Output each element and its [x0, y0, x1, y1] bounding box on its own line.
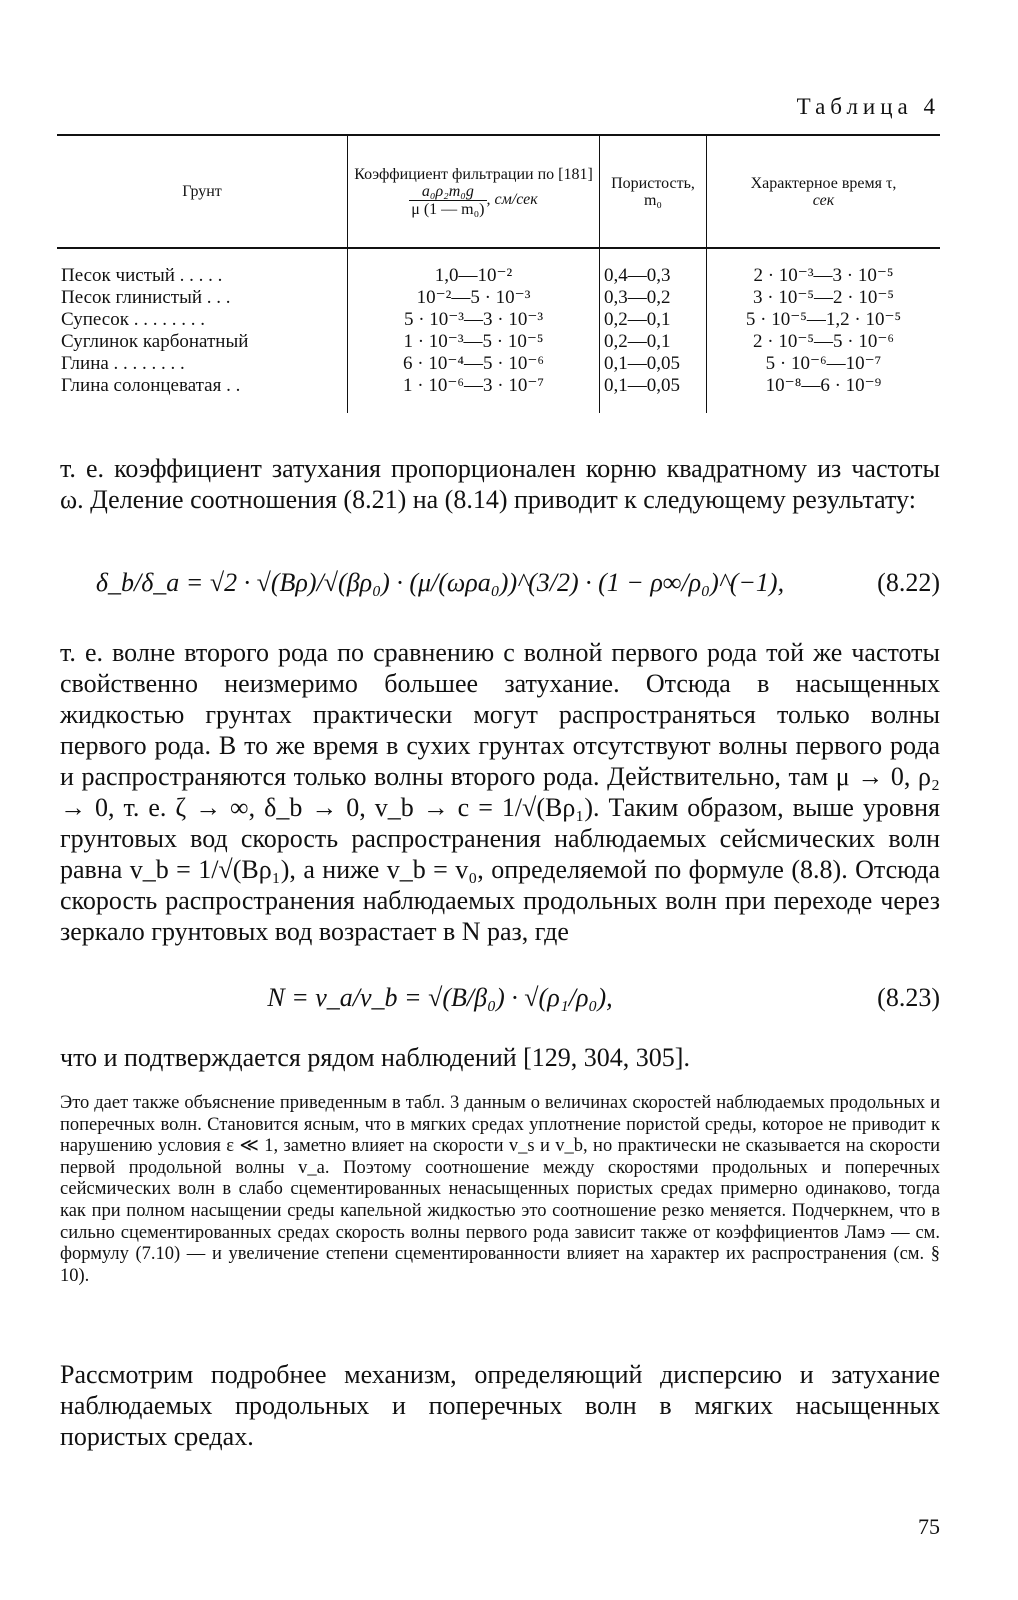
cell-filtration: 10⁻²—5 · 10⁻³ [348, 287, 600, 309]
cell-time: 5 · 10⁻⁵—1,2 · 10⁻⁵ [707, 309, 941, 331]
paragraph-closing: Рассмотрим подробнее механизм, определяющий дисперсию и затухание наблюдаемых продольных и поперечных волн в мягких насыщенных пористых средах. [60, 1360, 940, 1451]
header-soil: Грунт [57, 135, 348, 248]
header-filtration-label: Коэффициент фильтрации по [181] [354, 165, 593, 183]
table-row [57, 375, 940, 413]
header-porosity [600, 135, 707, 248]
cell-porosity: 0,4—0,3 [600, 248, 707, 287]
table-row [57, 331, 940, 353]
header-time-unit: сек [812, 191, 835, 209]
paragraph-intro: т. е. коэффициент затухания пропорционален корню квадратному из частоты ω. Деление соотношения (8.21) на (8.14) приводит к следующему результату: [60, 454, 940, 514]
paragraph-observations: что и подтверждается рядом наблюдений [129, 304, 305]. [60, 1043, 690, 1072]
filtration-fraction [409, 183, 486, 218]
header-time-label: Характерное время τ, [750, 174, 897, 192]
filtration-unit: , см/сек [486, 190, 538, 208]
cell-filtration: 1,0—10⁻² [348, 248, 600, 287]
cell-time: 5 · 10⁻⁶—10⁻⁷ [707, 353, 941, 375]
table-row [57, 353, 940, 375]
cell-soil: Песок глинистый . . . [61, 287, 231, 308]
header-time [707, 135, 941, 248]
cell-soil: Суглинок карбонатный [61, 331, 249, 352]
paragraph-small-print: Это дает также объяснение приведенным в табл. 3 данным о величинах скоростей наблюдаемых продольных и поперечных волн. Становится ясным, что в мягких средах уплотнение пористой среды, которое не приводит к нарушению условия ε ≪ 1, заметно влияет на скорости v_s и v_b, но практически не сказывается на скорости первой продольной волны v_a. Поэтому соотношение между скоростями продольных и поперечных сейсмических волн в слабо сцементированных ненасыщенных пористых средах примерно одинаково, тогда как при полном насыщении среды капельной жидкостью это соотношение резко меняется. Подчеркнем, что в сильно сцементированных средах скорость волны первого рода зависит также от коэффициентов Ламэ — см. формулу (7.10) — и увеличение степени сцементированности влияет на характер их распространения (см. § 10). [60, 1093, 940, 1286]
table-caption: Таблица 4 [796, 94, 940, 119]
cell-porosity: 0,2—0,1 [600, 331, 707, 353]
cell-time: 10⁻⁸—6 · 10⁻⁹ [707, 375, 941, 413]
cell-soil: Глина . . . . . . . . [61, 353, 185, 374]
cell-porosity: 0,2—0,1 [600, 309, 707, 331]
cell-filtration: 1 · 10⁻³—5 · 10⁻⁵ [348, 331, 600, 353]
equation-8-22-formula: δ_b/δ_a = √2 · √(Bρ)/√(βρ₀) · (μ/(ωρa₀))^(3/2) · (1 − ρ∞/ρ₀)^(−1), [95, 568, 785, 597]
cell-time: 3 · 10⁻⁵—2 · 10⁻⁵ [707, 287, 941, 309]
filtration-fraction-numerator: a₀ρ₂m₀g [409, 183, 486, 201]
cell-time: 2 · 10⁻⁵—5 · 10⁻⁶ [707, 331, 941, 353]
equation-8-23-number: (8.23) [877, 983, 940, 1012]
cell-time: 2 · 10⁻³—3 · 10⁻⁵ [707, 248, 941, 287]
equation-8-23-formula: N = v_a/v_b = √(B/β₀) · √(ρ₁/ρ₀), [267, 983, 613, 1012]
cell-soil: Супесок . . . . . . . . [61, 309, 205, 330]
cell-soil: Песок чистый . . . . . [61, 265, 223, 286]
table-row [57, 248, 940, 287]
soil-properties-table [57, 134, 940, 413]
cell-filtration: 5 · 10⁻³—3 · 10⁻³ [348, 309, 600, 331]
cell-porosity: 0,3—0,2 [600, 287, 707, 309]
header-filtration [348, 135, 600, 248]
paragraph-second-kind-waves: т. е. волне второго рода по сравнению с волной первого рода той же частоты свойственно неизмеримо большее затухание. Отсюда в насыщенных жидкостью грунтах практически могут распространяться только волны первого рода. В то же время в сухих грунтах отсутствуют волны первого рода и распространяются только волны второго рода. Действительно, там μ → 0, ρ₂ → 0, т. е. ζ → ∞, δ_b → 0, v_b → c = 1/√(Bρ₁). Таким образом, выше уровня грунтовых вод скорость распространения наблюдаемых сейсмических волн равна v_b = 1/√(Bρ₁), а ниже v_b = v₀, определяемой по формуле (8.8). Отсюда скорость распространения наблюдаемых продольных волн при переходе через зеркало грунтовых вод возрастает в N раз, где [60, 638, 940, 946]
table-header-row [57, 135, 940, 248]
page-number: 75 [918, 1514, 940, 1539]
equation-8-23 [60, 963, 940, 1033]
equation-8-22-number: (8.22) [877, 568, 940, 597]
cell-filtration: 1 · 10⁻⁶—3 · 10⁻⁷ [348, 375, 600, 413]
cell-porosity: 0,1—0,05 [600, 375, 707, 413]
cell-filtration: 6 · 10⁻⁴—5 · 10⁻⁶ [348, 353, 600, 375]
table-row [57, 287, 940, 309]
cell-soil: Глина солонцеватая . . [61, 375, 241, 396]
header-porosity-symbol: m₀ [643, 191, 663, 209]
equation-8-22 [60, 548, 940, 618]
header-filtration-formula [352, 183, 595, 218]
filtration-fraction-denominator: μ (1 — m₀) [411, 200, 485, 218]
cell-porosity: 0,1—0,05 [600, 353, 707, 375]
header-porosity-label: Пористость, [611, 174, 695, 192]
table-row [57, 309, 940, 331]
